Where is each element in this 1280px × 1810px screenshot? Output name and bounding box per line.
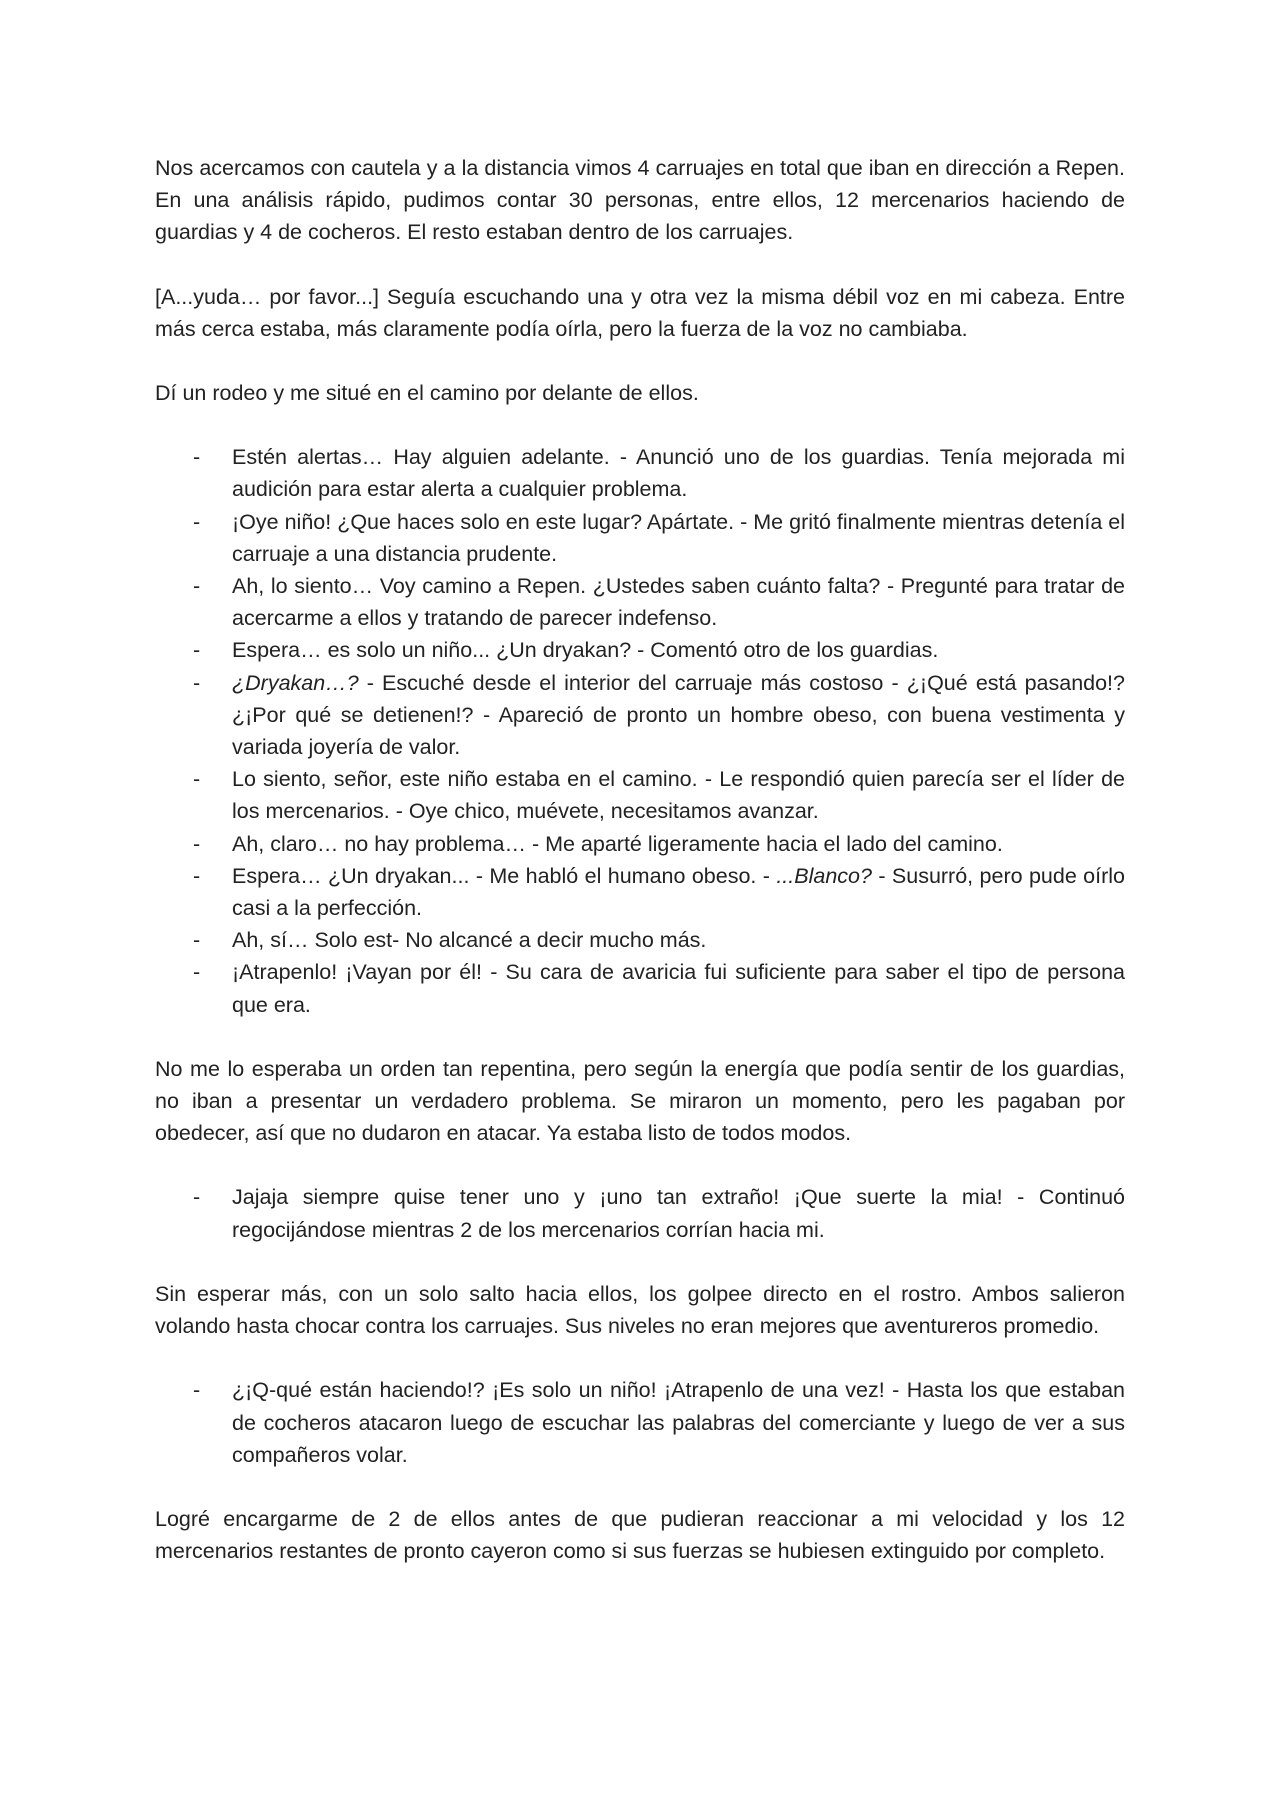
- italic-text: ...Blanco?: [776, 863, 872, 888]
- paragraph-guards: No me lo esperaba un orden tan repentina, pero según la energía que podía sentir de los guardias, no iban a presentar un verdadero problema. Se miraron un momento, pero les pagaban por obedecer, así que no dudaron en atacar. Ya estaba listo de todos modos.: [155, 1056, 1125, 1146]
- dialogue-line: - ¡Oye niño! ¿Que haces solo en este lugar? Apártate. - Me gritó finalmente mientras detenía el carruaje a una distancia prudente.: [155, 506, 1125, 570]
- paragraph-detour: Dí un rodeo y me situé en el camino por delante de ellos.: [155, 381, 699, 406]
- dialogue-text: - Escuché desde el interior del carruaje más costoso - ¿¡Qué está pasando!? ¿¡Por qué se detienen!? - Apareció de pronto un hombre obeso, con buena vestimenta y variada joyería de valor.: [232, 670, 1125, 760]
- dialogue-line: [155, 667, 1125, 764]
- paragraph-voice: [A...yuda… por favor...] Seguía escuchando una y otra vez la misma débil voz en mi cabeza. Entre más cerca estaba, más claramente podía oírla, pero la fuerza de la voz no cambiaba.: [155, 284, 1125, 341]
- paragraph-outcome: Logré encargarme de 2 de ellos antes de que pudieran reaccionar a mi velocidad y los 12 mercenarios restantes de pronto cayeron como si sus fuerzas se hubiesen extinguido por completo.: [155, 1506, 1125, 1564]
- dialogue-line: - Espera… es solo un niño... ¿Un dryakan? - Comentó otro de los guardias.: [155, 634, 1125, 666]
- dialogue-line: - Jajaja siempre quise tener uno y ¡uno tan extraño! ¡Que suerte la mia! - Continuó regocijándose mientras 2 de los mercenarios corrían hacia mi.: [155, 1181, 1125, 1245]
- dialogue-text-after: - Susurró, pero pude oírlo casi a la perfección.: [232, 863, 1126, 921]
- dialogue-line: - ¡Atrapenlo! ¡Vayan por él! - Su cara de avaricia fui suficiente para saber el tipo de persona que era.: [155, 956, 1125, 1020]
- dialogue-line: - Ah, sí… Solo est- No alcancé a decir mucho más.: [155, 924, 1125, 956]
- dialogue-line: - ¿¡Q-qué están haciendo!? ¡Es solo un niño! ¡Atrapenlo de una vez! - Hasta los que estaban de cocheros atacaron luego de escuchar las palabras del comerciante y luego de ver a sus compañeros volar.: [155, 1374, 1125, 1471]
- paragraph-carriages: Nos acercamos con cautela y a la distancia vimos 4 carruajes en total que iban en dirección a Repen. En una análisis rápido, pudimos contar 30 personas, entre ellos, 12 mercenarios haciendo de guardias y 4 de cocheros. El resto estaban dentro de los carruajes.: [155, 156, 1125, 245]
- paragraph-attack: Sin esperar más, con un solo salto hacia ellos, los golpee directo en el rostro. Ambos salieron volando hasta chocar contra los carruajes. Sus niveles no eran mejores que aventureros promedio.: [155, 1281, 1125, 1339]
- document-page: [155, 152, 1125, 1599]
- dialogue-line: - Ah, lo siento… Voy camino a Repen. ¿Ustedes saben cuánto falta? - Pregunté para tratar de acercarme a ellos y tratando de parecer indefenso.: [155, 570, 1125, 634]
- dialogue-line: - Ah, claro… no hay problema… - Me aparté ligeramente hacia el lado del camino.: [155, 828, 1125, 860]
- dialogue-list-merchant: [155, 1181, 1125, 1245]
- dialogue-list-coachmen: [155, 1374, 1125, 1471]
- dialogue-line: - Estén alertas… Hay alguien adelante. - Anunció uno de los guardias. Tenía mejorada mi audición para estar alerta a cualquier problema.: [155, 441, 1125, 505]
- dialogue-list-encounter: [155, 441, 1125, 1021]
- italic-text: ¿Dryakan…?: [232, 670, 359, 695]
- dialogue-line: [155, 860, 1125, 924]
- dialogue-line: - Lo siento, señor, este niño estaba en el camino. - Le respondió quien parecía ser el líder de los mercenarios. - Oye chico, muévete, necesitamos avanzar.: [155, 763, 1125, 827]
- dialogue-text: Espera… ¿Un dryakan... - Me habló el humano obeso. -: [232, 863, 777, 888]
